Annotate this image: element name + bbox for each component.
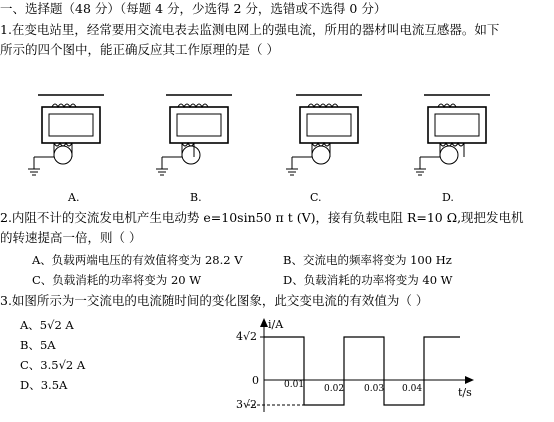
q1-stem-line1: 1.在变电站里，经常要用交流电表去监测电网上的强电流，所用的器材叫电流互感器。如下 bbox=[0, 22, 500, 37]
figure-a-label: A. bbox=[68, 191, 80, 204]
y-top-label: 4√2 bbox=[236, 330, 258, 343]
q2-stem-line2: 的转速提高一倍，则（ ） bbox=[0, 230, 142, 245]
origin-label: 0 bbox=[252, 374, 259, 387]
figure-c-label: C. bbox=[310, 191, 322, 204]
y-bottom-label: 3√2 bbox=[236, 398, 258, 411]
q3-stem: 3.如图所示为一交流电的电流随时间的变化图象，此交变电流的有效值为（ ） bbox=[0, 293, 429, 308]
x-axis-label: t/s bbox=[458, 386, 472, 399]
x-tick-0.02: 0.02 bbox=[324, 384, 345, 394]
q3-option-d: D、3.5A bbox=[20, 378, 68, 392]
y-axis-arrow-icon bbox=[260, 318, 268, 327]
figure-d-label: D. bbox=[442, 191, 454, 204]
q3-option-a: A、5√2 A bbox=[20, 318, 74, 332]
figure-b-label: B. bbox=[190, 191, 202, 204]
q2-option-b: B、交流电的频率将变为 100 Hz bbox=[283, 253, 452, 267]
q3-option-c: C、3.5√2 A bbox=[20, 358, 86, 372]
q2-option-c: C、负载消耗的功率将变为 20 W bbox=[32, 273, 202, 287]
x-tick-0.01: 0.01 bbox=[284, 380, 305, 390]
x-tick-0.03: 0.03 bbox=[364, 384, 385, 394]
x-tick-0.04: 0.04 bbox=[402, 384, 423, 394]
q2-option-d: D、负载消耗的功率将变为 40 W bbox=[283, 273, 453, 287]
section-title: 一、选择题（48 分）（每题 4 分，少选得 2 分，选错或不选得 0 分） bbox=[0, 1, 387, 16]
q2-stem-line1: 2.内阻不计的交流发电机产生电动势 e=10sin50 π t (V)，接有负载电阻 R=10 Ω,现把发电机 bbox=[0, 210, 524, 225]
q3-option-b: B、5A bbox=[20, 338, 56, 352]
q2-option-a: A、负载两端电压的有效值将变为 28.2 V bbox=[32, 253, 243, 267]
current-waveform bbox=[264, 337, 460, 405]
y-axis-label: i/A bbox=[268, 318, 284, 331]
q1-stem-line2: 所示的四个图中，能正确反应其工作原理的是（ ） bbox=[0, 42, 279, 57]
x-axis-arrow-icon bbox=[465, 376, 474, 384]
